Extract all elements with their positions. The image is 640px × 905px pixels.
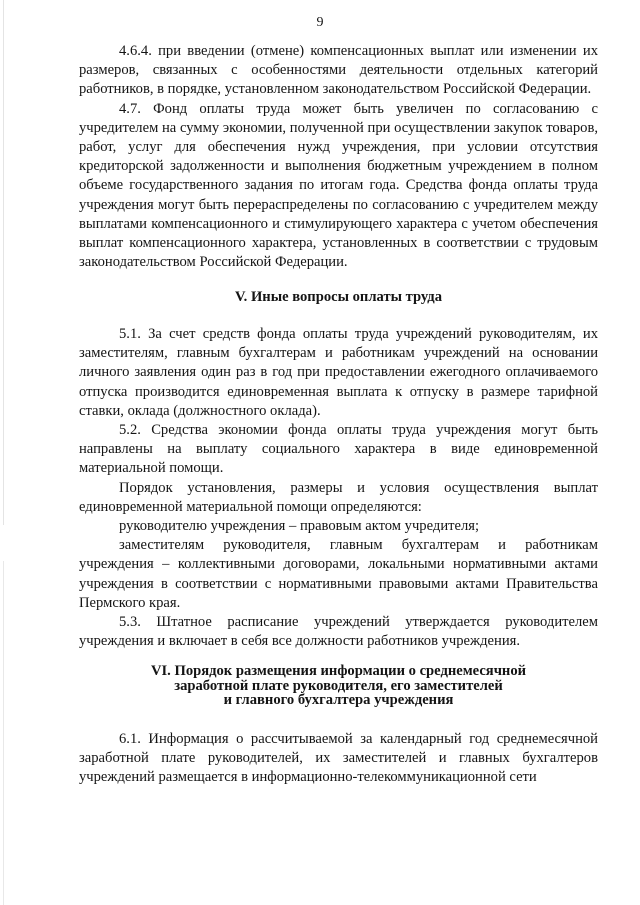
section-6-heading-line: VI. Порядок размещения информации о среднемесячной [150, 663, 527, 680]
paragraph-4-7: 4.7. Фонд оплаты труда может быть увеличен по согласованию с учредителем на сумму экономии, полученной при осуществлении закупок товаров, работ, услуг для обеспечения нужд учреждения, при условии отсутствия кредиторской задолженности и выполнения бюджетным учреждением в полном объеме государственного задания по итогам года. Средства фонда оплаты труда учреждения могут быть перераспределены по согласованию с учредителем между выплатами компенсационного и стимулирующего характера с учетом обеспечения выплат компенсационного характера, установленных в соответствии с трудовым законодательством Российской Федерации. [79, 100, 598, 271]
paragraph-5-2: 5.2. Средства экономии фонда оплаты труда учреждения могут быть направлены на выплату социального характера в виде единовременной материальной помощи. [79, 421, 598, 477]
paragraph-director: руководителю учреждения – правовым актом учредителя; [119, 517, 480, 534]
document-body [79, 42, 598, 788]
page-number: 9 [316, 15, 324, 30]
paragraph-deputies: заместителям руководителя, главным бухгалтерам и работникам учреждения – коллективными договорами, локальными нормативными актами учреждения в соответствии с нормативными правовыми актами Правительства Пермского края. [79, 537, 598, 611]
paragraph-procedure: Порядок установления, размеры и условия осуществления выплат единовременной материальной помощи определяются: [79, 479, 598, 515]
paragraph-6-1: 6.1. Информация о рассчитываемой за календарный год среднемесячной заработной плате руководителей, их заместителей и главных бухгалтеров учреждений размещается в информационно-телекоммуникационной сети [79, 730, 598, 786]
section-6-heading-line: и главного бухгалтера учреждения [223, 692, 454, 709]
paragraph-5-3: 5.3. Штатное расписание учреждений утверждается руководителем учреждения и включает в себя все должности работников учреждения. [79, 613, 598, 650]
section-6-heading-line: заработной плате руководителя, его заместителей [174, 677, 503, 694]
section-5-heading: V. Иные вопросы оплаты труда [234, 289, 442, 306]
margin-scan-line [3, 0, 4, 905]
paragraph-5-1: 5.1. За счет средств фонда оплаты труда учреждений руководителям, их заместителям, главным бухгалтерам и работникам учреждений на основании личного заявления один раз в год при предоставлении ежегодного оплачиваемого отпуска производится единовременная выплата к отпуску в размере тарифной ставки, оклада (должностного оклада). [79, 325, 598, 419]
paragraph-4-6-4: 4.6.4. при введении (отмене) компенсационных выплат или изменении их размеров, связанных с особенностями деятельности отдельных категорий работников, в порядке, установленном законодательством Российской Федерации. [79, 43, 598, 98]
section-6-heading [79, 664, 598, 708]
